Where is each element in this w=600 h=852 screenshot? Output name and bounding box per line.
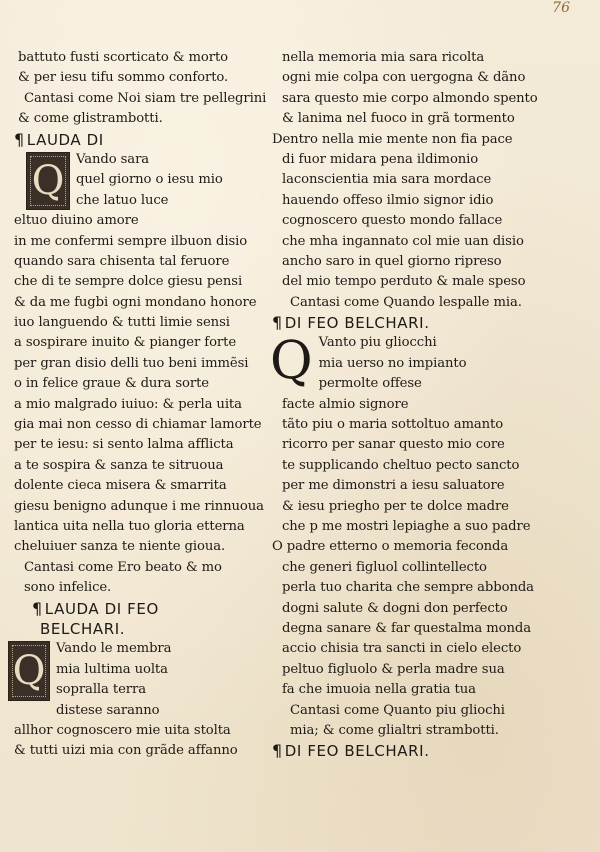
text-line: & come glistrambotti. xyxy=(18,111,163,127)
initial-letter: Q xyxy=(12,648,46,695)
text-line: dogni salute & dogni don perfecto xyxy=(282,600,508,616)
text-line: distese saranno xyxy=(56,702,160,718)
text-line: battuto fusti scorticato & morto xyxy=(18,50,228,65)
text-line: & lanima nel fuoco in grã tormento xyxy=(282,111,515,127)
text-line: a sospirare inuito & pianger forte xyxy=(14,335,237,351)
text-line: & da me fugbi ogni mondano honore xyxy=(14,294,257,310)
lauda-heading xyxy=(14,599,264,619)
text-line: mia; & come glialtri strambotti. xyxy=(290,722,499,738)
text-line: a te sospira & sanza te sitruoua xyxy=(14,457,224,473)
text-line: sono infelice. xyxy=(24,580,112,596)
text-line: Cantasi come Quanto piu gliochi xyxy=(290,702,505,718)
lauda-heading xyxy=(272,741,572,761)
text-line: Vando sara xyxy=(76,151,150,167)
lauda-heading xyxy=(14,130,264,150)
text-line: giesu benigno adunque i me rinnuoua xyxy=(14,498,264,514)
text-line: per me dimonstri a iesu saluatore xyxy=(282,478,505,494)
pilcrow-icon: ¶ xyxy=(272,741,283,761)
text-line: te supplicando cheltuo pecto sancto xyxy=(282,457,520,473)
initial-letter: Q xyxy=(31,157,65,204)
stanza-with-initial xyxy=(14,639,264,721)
text-line: Cantasi come Ero beato & mo xyxy=(24,559,222,575)
text-line: di fuor midara pena ildimonio xyxy=(282,151,479,167)
text-line: & iesu priegho per te dolce madre xyxy=(282,498,509,514)
text-line: O padre etterno o memoria feconda xyxy=(272,539,509,555)
text-line: accio chisia tra sancti in cielo electo xyxy=(282,641,522,657)
text-line: hauendo offeso ilmio signor idio xyxy=(282,192,494,208)
text-line: del mio tempo perduto & male speso xyxy=(282,274,526,290)
text-line: fa che imuoia nella gratia tua xyxy=(282,682,476,698)
text-line: degna sanare & far questalma monda xyxy=(282,620,531,636)
left-column xyxy=(12,48,267,762)
text-line: facte almio signore xyxy=(282,396,409,412)
text-line: & tutti uizi mia con grãde affanno xyxy=(14,743,238,759)
folio-number: 76 xyxy=(552,0,570,16)
text-line: che latuo luce xyxy=(76,192,169,208)
text-line: cognoscero questo mondo fallace xyxy=(282,213,503,229)
text-line: iuo languendo & tutti limie sensi xyxy=(14,315,230,331)
text-line: Cantasi come Quando lespalle mia. xyxy=(290,294,522,310)
text-line: che p me mostri lepiaghe a suo padre xyxy=(282,518,531,534)
text-line: per gran disio delli tuo beni immẽsi xyxy=(14,355,249,371)
text-line: ricorro per sanar questo mio core xyxy=(282,437,505,453)
decorated-initial xyxy=(26,152,70,210)
text-line: in me confermi sempre ilbuon disio xyxy=(14,233,248,249)
text-line: allhor cognoscero mie uita stolta xyxy=(14,722,231,738)
pilcrow-icon: ¶ xyxy=(14,129,25,149)
text-line: peltuo figluolo & perla madre sua xyxy=(282,661,505,677)
text-line: Cantasi come Noi siam tre pellegrini xyxy=(24,90,267,106)
right-column xyxy=(272,48,572,762)
text-line: che mha ingannato col mie uan disio xyxy=(282,233,524,249)
text-line: Vando le membra xyxy=(56,641,172,657)
heading-text: DI FEO BELCHARI. xyxy=(284,314,430,333)
lauda-heading xyxy=(272,313,572,333)
text-line: sara questo mie corpo almondo spento xyxy=(282,90,538,106)
pilcrow-icon: ¶ xyxy=(32,598,43,618)
text-line: che di te sempre dolce giesu pensi xyxy=(14,274,243,290)
text-line: che generi figluol collintellecto xyxy=(282,559,487,575)
text-line: dolente cieca misera & smarrita xyxy=(14,478,227,494)
heading-text: LAUDA DI FEO xyxy=(44,599,159,618)
text-line: eltuo diuino amore xyxy=(14,213,139,229)
text-line: o in felice graue & dura sorte xyxy=(14,376,209,392)
text-line: cheluiuer sanza te niente gioua. xyxy=(14,539,226,555)
text-line: gia mai non cesso di chiamar lamorte xyxy=(14,417,262,433)
text-line: mia uerso no impianto xyxy=(318,355,467,371)
text-line: tãto piu o maria sottoltuo amanto xyxy=(282,417,504,433)
text-line: nella memoria mia sara ricolta xyxy=(282,50,485,65)
text-line: per te iesu: si sento lalma afflicta xyxy=(14,437,234,453)
decorated-initial xyxy=(8,641,50,701)
heading-continuation: BELCHARI. xyxy=(40,619,126,638)
stanza-with-initial xyxy=(272,333,572,394)
text-line: ogni mie colpa con uergogna & dãno xyxy=(282,70,526,86)
text-line: a mio malgrado iuiuo: & perla uita xyxy=(14,396,242,412)
pilcrow-icon: ¶ xyxy=(272,313,283,333)
text-line: Dentro nella mie mente non fia pace xyxy=(272,131,513,147)
text-line: quando sara chisenta tal feruore xyxy=(14,253,230,269)
text-line: perla tuo charita che sempre abbonda xyxy=(282,580,534,596)
initial-letter: Q xyxy=(270,331,313,392)
text-line: ancho saro in quel giorno ripreso xyxy=(282,253,502,269)
text-line: & per iesu tifu sommo conforto. xyxy=(18,70,229,86)
text-line: sopralla terra xyxy=(56,682,146,698)
text-line: quel giorno o iesu mio xyxy=(76,172,223,188)
heading-text: DI FEO BELCHARI. xyxy=(284,742,430,761)
text-line: mia lultima uolta xyxy=(56,661,168,677)
text-line: laconscientia mia sara mordace xyxy=(282,172,492,188)
stanza-with-initial xyxy=(14,150,264,232)
text-line: permolte offese xyxy=(318,376,422,392)
text-line: Vanto piu gliocchi xyxy=(318,335,437,351)
text-line: lantica uita nella tuo gloria etterna xyxy=(14,518,245,534)
heading-text: LAUDA DI xyxy=(26,130,104,149)
